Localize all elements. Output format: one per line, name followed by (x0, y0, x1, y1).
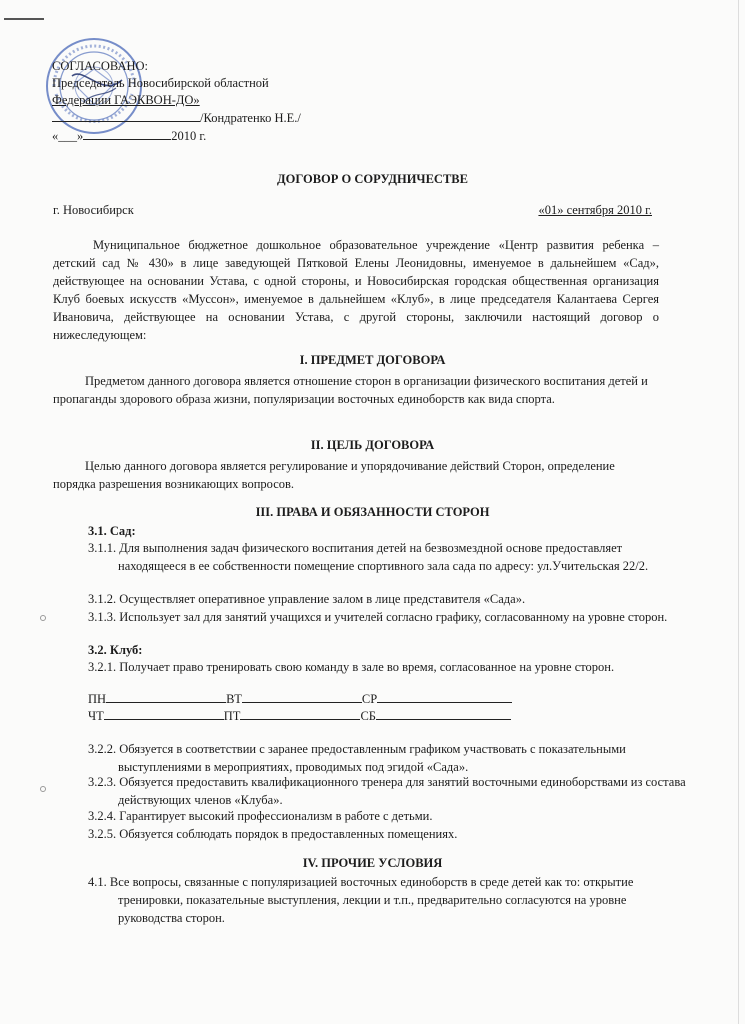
clause-3-2-2: 3.2.2. Обязуется в соответствии с заранее предоставленным графиком участвовать с показательными выступлениями в мероприятиях, проводимых под эгидой «Сада». (88, 742, 626, 774)
clause-3-1-2: 3.1.2. Осуществляет оперативное управление залом в лице представителя «Сада». (88, 592, 526, 606)
approval-date-day: «___» (52, 129, 84, 143)
section-1-heading: I. ПРЕДМЕТ ДОГОВОРА (299, 353, 446, 367)
clause-3-2-4: 3.2.4. Гарантирует высокий профессионализм в работе с детьми. (88, 809, 433, 823)
approval-signature-line (52, 109, 301, 127)
approval-signatory: /Кондратенко Н.Е./ (200, 111, 301, 125)
approval-line-2: Федерации ГАЭКВОН-ДО» (52, 93, 200, 107)
clause-3-2-1: 3.2.1. Получает право тренировать свою команду в зале во время, согласованное на уровне сторон. (88, 660, 615, 674)
document-title: ДОГОВОР О СОРУДНИЧЕСТВЕ (277, 172, 468, 186)
schedule-day-sat: СБ (360, 709, 376, 723)
approval-date-line (52, 127, 301, 145)
clause-3-2-5: 3.2.5. Обязуется соблюдать порядок в предоставленных помещениях. (88, 827, 458, 841)
section-2-text: Целью данного договора является регулирование и упорядочивание действий Сторон, определение порядка разрешения возникающих вопросов. (53, 459, 615, 491)
clause-3-2-3: 3.2.3. Обязуется предоставить квалификационного тренера для занятий восточными единоборствами из состава действующих членов «Клуба». (88, 775, 686, 807)
section-1-text: Предметом данного договора является отношение сторон в организации физического воспитания детей и пропаганды здорового образа жизни, популяризации восточных единоборств как вида спорта. (53, 374, 648, 406)
approval-block (52, 58, 301, 145)
section-3-1-heading: 3.1. Сад: (88, 524, 136, 538)
approval-heading: СОГЛАСОВАНО: (52, 59, 149, 73)
punch-hole-mark (40, 615, 46, 621)
approval-date-year: 2010 г. (171, 129, 207, 143)
schedule-day-mon: ПН (88, 692, 107, 706)
approval-line-1: Председатель Новосибирской областной (52, 76, 269, 90)
schedule-day-wed: СР (361, 692, 378, 706)
clause-3-1-1: 3.1.1. Для выполнения задач физического воспитания детей на безвозмездной основе предоставляет находящееся в ее собственности помещение спортивного зала сада по адресу: ул.Учительская 22/2. (88, 541, 649, 573)
city: г. Новосибирск (53, 203, 134, 217)
section-3-2-heading: 3.2. Клуб: (88, 643, 143, 657)
section-3-heading: III. ПРАВА И ОБЯЗАННОСТИ СТОРОН (255, 505, 490, 519)
scan-mark (4, 18, 44, 20)
section-2-heading: II. ЦЕЛЬ ДОГОВОРА (310, 438, 435, 452)
intro-paragraph: Муниципальное бюджетное дошкольное образовательное учреждение «Центр развития ребенка – детский сад № 430» в лице заведующей Пятковой Елены Леонидовны, именуемое в дальнейшем «Сад», действующее на основании Устава, с одной стороны, и Новосибирская городская общественная организация Клуб боевых искусств «Муссон», именуемое в дальнейшем «Клуб», в лице председателя Калантаева Сергея Ивановича, действующее на основании Устава, с другой стороны, заключили настоящий договор о нижеследующем: (53, 238, 659, 342)
clause-4-1: 4.1. Все вопросы, связанные с популяризацией восточных единоборств в среде детей как то: открытие тренировки, показательные выступления, лекции и т.п., предварительно согласуются на уровне руководства сторон. (88, 875, 634, 925)
schedule-day-tue: ВТ (226, 692, 242, 706)
schedule-row-2 (88, 707, 511, 725)
clause-3-1-3: 3.1.3. Использует зал для занятий учащихся и учителей согласно графику, согласованному на уровне сторон. (88, 610, 668, 624)
punch-hole-mark (40, 786, 46, 792)
schedule-day-fri: ПТ (223, 709, 241, 723)
schedule-day-thu: ЧТ (88, 709, 104, 723)
date: «01» сентября 2010 г. (538, 203, 652, 217)
section-4-heading: IV. ПРОЧИЕ УСЛОВИЯ (302, 856, 443, 870)
schedule-row-1 (88, 690, 512, 708)
